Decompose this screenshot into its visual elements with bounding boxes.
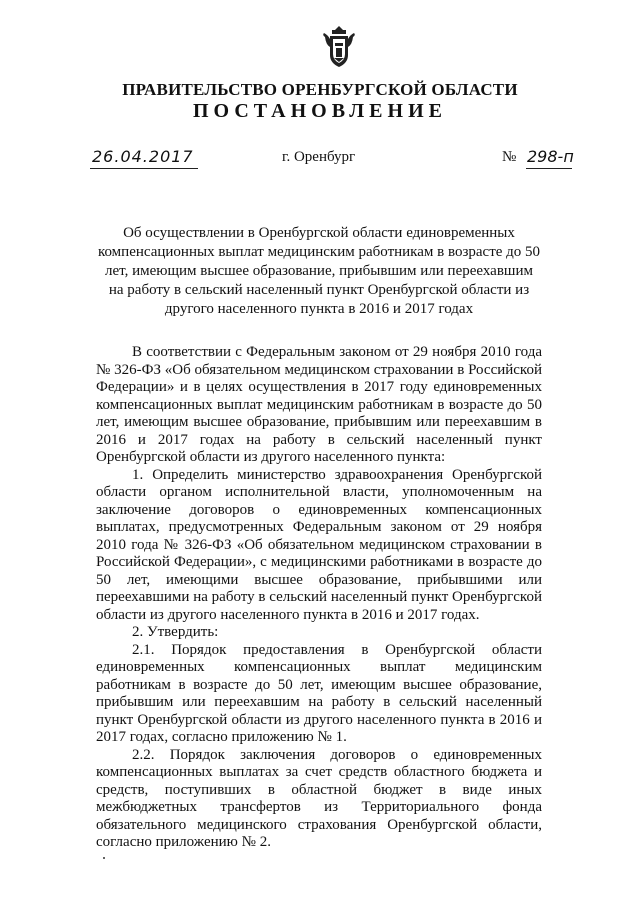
document-body [96,344,542,852]
paragraph-item-2-1: 2.1. Порядок предоставления в Оренбургской области единовременных компенсационных выплат медицинским работникам в возрасте до 50 лет, имеющим высшее образование, прибывшим или переехавшим на работу в сельский населенный пункт Оренбургской области из другого населенного пункта в 2016 и 2017 годах, согласно приложению № 1. [96,641,542,745]
document-city: г. Оренбург [282,149,356,165]
date-underline [90,168,198,169]
paragraph-item-2-2: 2.2. Порядок заключения договоров о единовременных компенсационных выплатах за счет средств областного бюджета и средств, поступивших в областной бюджет в виде иных межбюджетных трансфертов из Территориального фонда обязательного медицинского страхования Оренбургской области, согласно приложению № 2. [96,746,542,850]
document-title: Об осуществлении в Оренбургской области единовременных компенсационных выплат медицинским работникам в возрасте до 50 лет, имеющим высшее образование, прибывшим или переехавшим на работу в сельский населенный пункт Оренбургской области из другого населенного пункта в 2016 и 2017 годах [97,225,541,317]
number-underline [526,168,572,169]
paragraph-item-1: 1. Определить министерство здравоохранения Оренбургской области органом исполнительной власти, уполномоченным на заключение договоров о единовременных компенсационных выплатах, предусмотренных Федеральным законом от 29 ноября 2010 года № 326-ФЗ «Об обязательном медицинском страховании в Российской Федерации», с медицинскими работниками в возрасте до 50 лет, имеющими высшее образование, прибывшими или переехавшими на работу в сельский населенный пункт Оренбургской области из другого населенного пункта в 2016 и 2017 годах. [96,466,542,623]
paragraph-preamble: В соответствии с Федеральным законом от 29 ноября 2010 года № 326-ФЗ «Об обязательном медицинском страховании в Российской Федерации» и в целях осуществления в 2017 году единовременных компенсационных выплат медицинским работникам в возрасте до 50 лет, имеющим высшее образование, прибывшим или переехавшим в 2016 и 2017 годах на работу в сельский населенный пункт Оренбургской области из другого населенного пункта: [96,344,542,465]
document-number: 298-п [527,147,574,166]
document-date: 26.04.2017 [92,147,194,166]
number-label: № [502,149,517,165]
coat-of-arms-icon [322,25,356,69]
scan-speck [103,857,105,859]
paragraph-item-2: 2. Утвердить: [132,624,219,640]
organization-name: ПРАВИТЕЛЬСТВО ОРЕНБУРГСКОЙ ОБЛАСТИ [122,80,518,99]
document-type: ПОСТАНОВЛЕНИЕ [193,100,447,122]
